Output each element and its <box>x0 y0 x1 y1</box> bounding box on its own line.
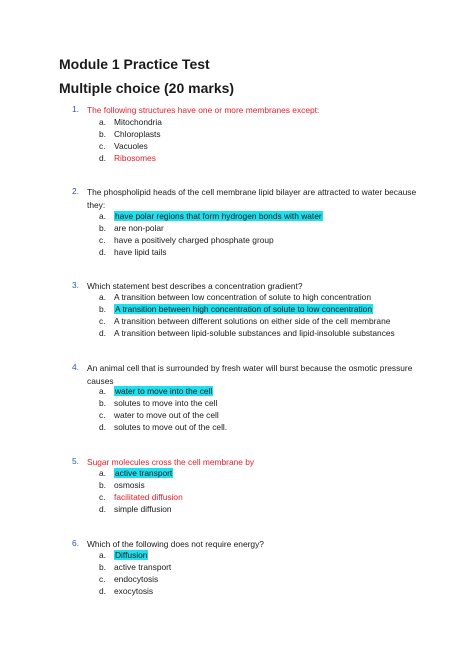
question-1-option-d <box>0 153 474 165</box>
option-letter: d. <box>99 153 106 163</box>
option-letter: c. <box>99 316 106 326</box>
option-text: solutes to move out of the cell. <box>114 422 228 432</box>
question-text: The phospholipid heads of the cell membrane lipid bilayer are attracted to water because they: <box>87 187 417 210</box>
question-text: Which of the following does not require energy? <box>87 539 264 549</box>
question-5-option-c <box>0 492 474 504</box>
question-1-option-a <box>0 117 474 129</box>
option-text: water to move out of the cell <box>114 410 219 420</box>
question-text: The following structures have one or more membranes except: <box>87 105 320 115</box>
option-text: A transition between high concentration of solute to low concentration <box>115 304 372 314</box>
question-text: Which statement best describes a concentration gradient? <box>87 281 303 291</box>
question-1-option-c <box>0 141 474 153</box>
option-letter: b. <box>99 398 106 408</box>
page-title: Module 1 Practice Test <box>59 56 210 72</box>
option-letter: b. <box>99 480 106 490</box>
option-text: have polar regions that form hydrogen bonds with water <box>115 211 322 221</box>
option-text: exocytosis <box>114 586 154 596</box>
question-2-option-a <box>0 211 474 223</box>
option-text: Vacuoles <box>114 141 148 151</box>
question-number: 6. <box>72 538 79 548</box>
option-text: active transport <box>115 468 173 478</box>
question-6-option-b <box>0 562 474 574</box>
option-letter: a. <box>99 292 106 302</box>
option-text: solutes to move into the cell <box>114 398 218 408</box>
option-letter: b. <box>99 129 106 139</box>
option-text: Diffusion <box>115 550 148 560</box>
question-2-option-c <box>0 235 474 247</box>
option-text: water to move into the cell <box>115 386 213 396</box>
option-text: endocytosis <box>114 574 159 584</box>
option-letter: c. <box>99 492 106 502</box>
question-3-option-d <box>0 328 474 340</box>
question-5-option-d <box>0 504 474 516</box>
question-6-option-c <box>0 574 474 586</box>
question-number: 5. <box>72 456 79 466</box>
question-1-option-b <box>0 129 474 141</box>
question-3-option-a <box>0 292 474 304</box>
option-letter: b. <box>99 562 106 572</box>
question-2-option-d <box>0 247 474 259</box>
option-text: have a positively charged phosphate group <box>114 235 274 245</box>
option-letter: c. <box>99 235 106 245</box>
option-letter: a. <box>99 117 106 127</box>
question-text: Sugar molecules cross the cell membrane by <box>87 457 255 467</box>
option-letter: d. <box>99 504 106 514</box>
option-text: active transport <box>114 562 172 572</box>
question-4-option-a <box>0 386 474 398</box>
option-text: A transition between different solutions on either side of the cell membrane <box>114 316 391 326</box>
option-letter: d. <box>99 586 106 596</box>
option-letter: a. <box>99 386 106 396</box>
question-number: 1. <box>72 104 79 114</box>
question-number: 2. <box>72 186 79 196</box>
question-number: 3. <box>72 280 79 290</box>
option-letter: d. <box>99 328 106 338</box>
option-text: osmosis <box>114 480 145 490</box>
option-letter: d. <box>99 422 106 432</box>
question-4-option-c <box>0 410 474 422</box>
option-text: Ribosomes <box>114 153 156 163</box>
question-4-option-d <box>0 422 474 434</box>
option-letter: a. <box>99 211 106 221</box>
question-6-option-d <box>0 586 474 598</box>
option-letter: c. <box>99 410 106 420</box>
option-text: Chloroplasts <box>114 129 161 139</box>
option-letter: d. <box>99 247 106 257</box>
option-text: have lipid tails <box>114 247 167 257</box>
option-letter: b. <box>99 304 106 314</box>
question-text: An animal cell that is surrounded by fresh water will burst because the osmotic pressure causes <box>87 363 413 386</box>
option-text: Mitochondria <box>114 117 162 127</box>
option-text: A transition between low concentration of solute to high concentration <box>114 292 371 302</box>
question-2-option-b <box>0 223 474 235</box>
question-5-option-a <box>0 468 474 480</box>
question-3-option-c <box>0 316 474 328</box>
option-text: are non-polar <box>114 223 164 233</box>
option-text: simple diffusion <box>114 504 172 514</box>
question-5-option-b <box>0 480 474 492</box>
option-letter: a. <box>99 468 106 478</box>
option-letter: a. <box>99 550 106 560</box>
question-4-option-b <box>0 398 474 410</box>
option-letter: c. <box>99 141 106 151</box>
option-letter: b. <box>99 223 106 233</box>
option-text: facilitated diffusion <box>114 492 183 502</box>
question-3-option-b <box>0 304 474 316</box>
question-6-option-a <box>0 550 474 562</box>
option-letter: c. <box>99 574 106 584</box>
question-number: 4. <box>72 362 79 372</box>
section-heading: Multiple choice (20 marks) <box>59 80 235 96</box>
option-text: A transition between lipid-soluble substances and lipid-insoluble substances <box>114 328 395 338</box>
